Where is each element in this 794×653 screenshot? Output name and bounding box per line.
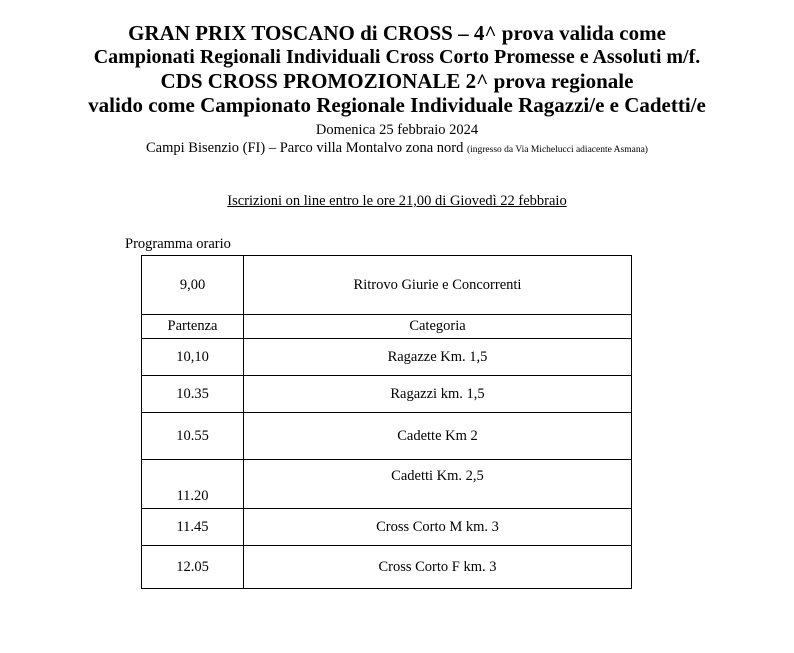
event-location-note: (ingresso da Via Michelucci adiacente Asmana) bbox=[466, 145, 648, 155]
table-row bbox=[142, 509, 632, 546]
table-row bbox=[142, 460, 632, 509]
race-category: Ragazzi km. 1,5 bbox=[244, 376, 632, 413]
start-time: 11.20 bbox=[142, 460, 244, 509]
title-line-3: CDS CROSS PROMOZIONALE 2^ prova regionale bbox=[160, 69, 634, 93]
start-time: 11.45 bbox=[142, 509, 244, 546]
race-category: Cadette Km 2 bbox=[244, 413, 632, 460]
start-time: 10.55 bbox=[142, 413, 244, 460]
race-category: Cadetti Km. 2,5 bbox=[244, 460, 632, 509]
table-row bbox=[142, 339, 632, 376]
start-time: 12.05 bbox=[142, 546, 244, 589]
race-category: Cross Corto F km. 3 bbox=[244, 546, 632, 589]
table-row-meeting bbox=[142, 256, 632, 315]
title-line-4: valido come Campionato Regionale Individuale Ragazzi/e e Cadetti/e bbox=[88, 93, 706, 117]
table-row bbox=[142, 413, 632, 460]
schedule-table bbox=[141, 255, 632, 589]
table-header-row bbox=[142, 315, 632, 339]
event-location-line bbox=[0, 140, 794, 159]
start-time: 10.35 bbox=[142, 376, 244, 413]
title-line-1: GRAN PRIX TOSCANO di CROSS – 4^ prova valida come bbox=[128, 21, 666, 45]
column-header-start: Partenza bbox=[142, 315, 244, 339]
meeting-event: Ritrovo Giurie e Concorrenti bbox=[244, 256, 632, 315]
title-line-2: Campionati Regionali Individuali Cross Corto Promesse e Assoluti m/f. bbox=[93, 46, 701, 68]
event-location: Campi Bisenzio (FI) – Parco villa Montalvo zona nord bbox=[146, 140, 464, 156]
meeting-time: 9,00 bbox=[142, 256, 244, 315]
race-category: Cross Corto M km. 3 bbox=[244, 509, 632, 546]
schedule-label: Programma orario bbox=[125, 236, 231, 252]
start-time: 10,10 bbox=[142, 339, 244, 376]
race-category: Ragazze Km. 1,5 bbox=[244, 339, 632, 376]
table-row bbox=[142, 376, 632, 413]
table-row bbox=[142, 546, 632, 589]
column-header-category: Categoria bbox=[244, 315, 632, 339]
event-date: Domenica 25 febbraio 2024 bbox=[315, 122, 479, 138]
registration-deadline: Iscrizioni on line entro le ore 21,00 di Giovedì 22 febbraio bbox=[227, 193, 567, 209]
